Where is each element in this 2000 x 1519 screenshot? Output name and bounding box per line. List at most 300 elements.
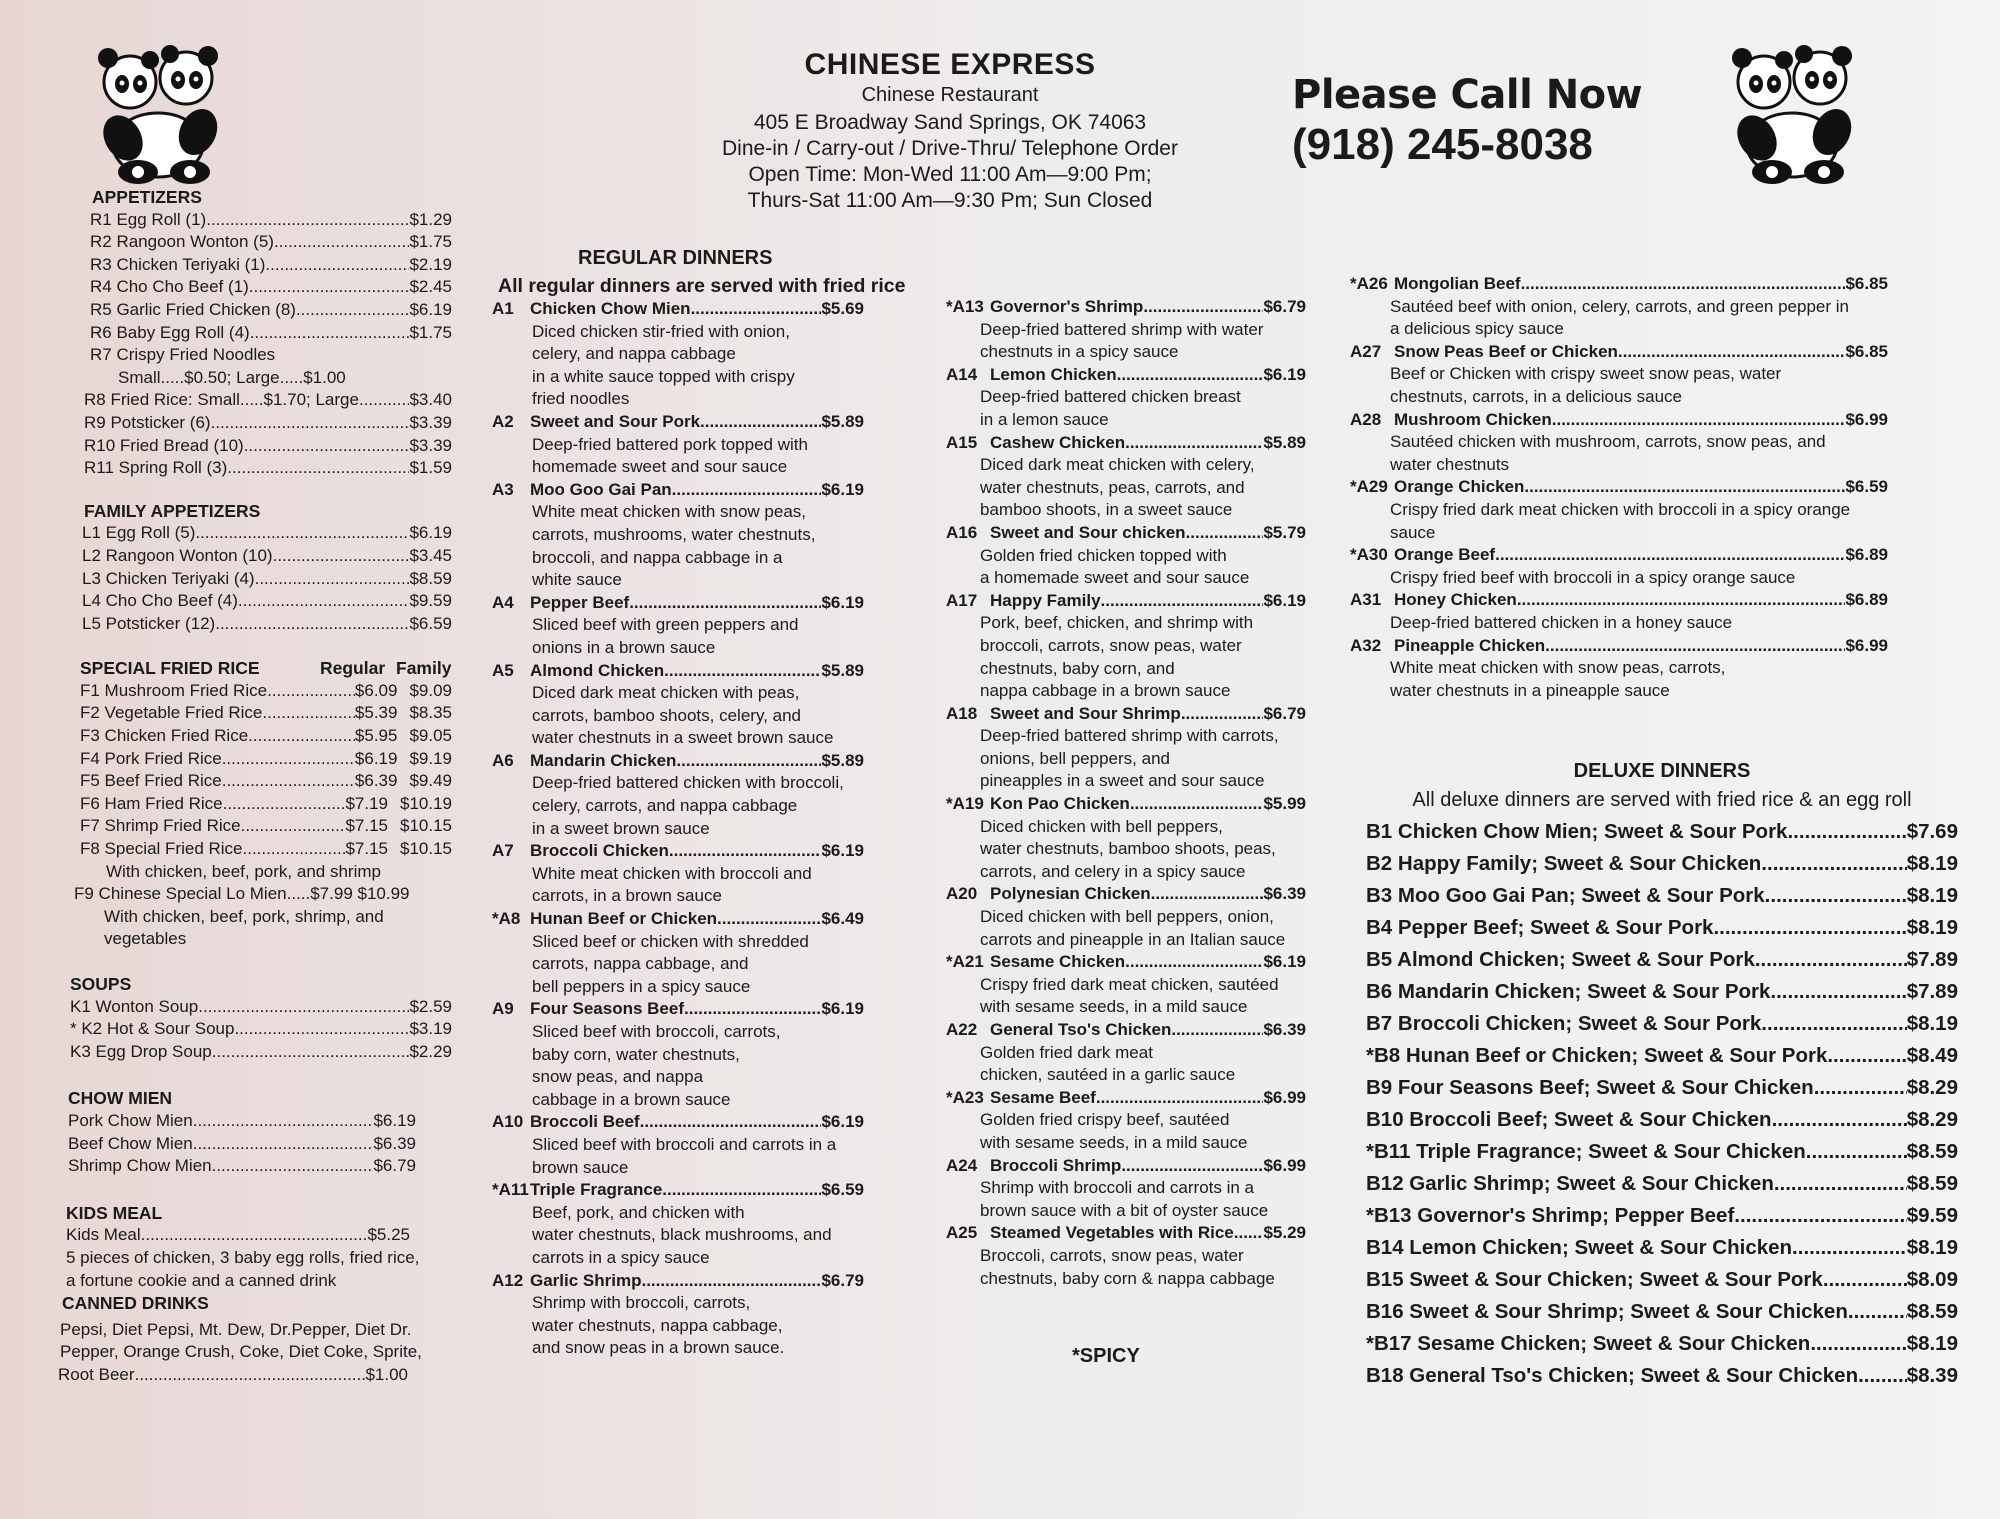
dinner-code: A32 <box>1350 635 1382 655</box>
item-price: $1.75 <box>409 322 452 342</box>
dinner-description: celery, and nappa cabbage <box>532 344 736 364</box>
deluxe-item <box>1366 912 1958 944</box>
dinner-item-header <box>492 298 864 321</box>
appetizers-title: APPETIZERS <box>92 187 202 207</box>
fried-rice-col-regular: Regular <box>320 658 386 679</box>
leader-dots <box>700 411 821 434</box>
item-price: $8.59 <box>409 568 452 588</box>
dinner-description: water chestnuts <box>1390 454 1510 474</box>
appetizer-item <box>90 322 452 345</box>
column-2 <box>492 298 864 1360</box>
fried-rice-family-price: $10.19 <box>400 793 452 813</box>
dinner-name: Garlic Shrimp <box>530 1270 642 1290</box>
dinner-item-header <box>946 951 1306 974</box>
dinner-item <box>946 364 1306 432</box>
dinner-item-header <box>492 1270 864 1293</box>
fried-rice-name-wrap <box>80 748 355 771</box>
deluxe-price: $8.19 <box>1906 1012 1958 1035</box>
dinner-price: $6.79 <box>821 1270 864 1290</box>
dinner-description: White meat chicken with broccoli and <box>532 863 812 883</box>
dinner-description: cabbage in a brown sauce <box>532 1089 731 1109</box>
appetizer-item <box>90 209 452 232</box>
leader-dots <box>238 590 410 613</box>
appetizer-item <box>84 435 452 458</box>
fried-rice-name-wrap <box>80 770 355 793</box>
dinner-code: *A21 <box>946 952 984 972</box>
dinner-item <box>1350 273 1888 341</box>
dinner-code: A27 <box>1350 341 1382 361</box>
leader-dots <box>1524 476 1845 499</box>
kids-meal-name: Kids Meal <box>66 1225 141 1245</box>
item-name: R5 Garlic Fried Chicken (8) <box>90 299 296 319</box>
leader-dots <box>1495 544 1845 567</box>
leader-dots <box>1806 1136 1907 1168</box>
dinner-item <box>946 883 1306 951</box>
dinner-description: chicken, sautéed in a garlic sauce <box>980 1065 1236 1085</box>
dinner-code: A20 <box>946 884 978 904</box>
dinner-price: $6.19 <box>1263 952 1306 972</box>
dinner-item <box>1350 589 1888 634</box>
fried-rice-name: F8 Special Fried Rice <box>80 839 243 859</box>
f8-desc: With chicken, beef, pork, and shrimp <box>106 861 381 881</box>
leader-dots <box>211 412 410 435</box>
dinner-item <box>946 522 1306 590</box>
restaurant-name: CHINESE EXPRESS <box>804 48 1096 81</box>
deluxe-name: B6 Mandarin Chicken; Sweet & Sour Pork <box>1366 980 1771 1003</box>
dinner-code: *A19 <box>946 794 984 814</box>
deluxe-price: $8.29 <box>1906 1076 1958 1099</box>
deluxe-item <box>1366 1136 1958 1168</box>
dinner-item-header <box>492 750 864 773</box>
leader-dots <box>273 545 410 568</box>
dinner-item-header <box>946 883 1306 906</box>
deluxe-item <box>1366 1200 1958 1232</box>
item-price: $3.19 <box>409 1019 452 1039</box>
dinner-price: $5.89 <box>1263 432 1306 452</box>
dinner-description: chestnuts, carrots, in a delicious sauce <box>1390 386 1682 406</box>
dinner-description: Golden fried chicken topped with <box>980 545 1227 565</box>
leader-dots <box>227 457 409 480</box>
item-name: L4 Cho Cho Beef (4) <box>82 591 238 611</box>
dinner-description: onions, bell peppers, and <box>980 748 1170 768</box>
dinner-description: water chestnuts, bamboo shoots, peas, <box>980 839 1276 859</box>
dinner-item <box>492 998 864 1111</box>
item-name: Beef Chow Mien <box>68 1133 193 1153</box>
kids-meal-price: $5.25 <box>367 1225 410 1245</box>
leader-dots <box>1858 1360 1907 1392</box>
item-name: K3 Egg Drop Soup <box>70 1041 212 1061</box>
dinner-item-header <box>946 1222 1306 1245</box>
soups-title: SOUPS <box>70 974 132 994</box>
fried-rice-col-family: Family <box>396 658 452 679</box>
leader-dots <box>1117 364 1264 387</box>
fried-rice-regular-price: $6.39 <box>354 771 398 791</box>
leader-dots <box>662 1179 821 1202</box>
dinner-price: $6.19 <box>821 592 864 612</box>
leader-dots <box>1121 1155 1263 1178</box>
leader-dots <box>1827 1040 1906 1072</box>
deluxe-item <box>1366 1328 1958 1360</box>
leader-dots <box>1234 1222 1264 1245</box>
deluxe-item <box>1366 1264 1958 1296</box>
dinner-price: $6.85 <box>1845 274 1888 293</box>
dinner-price: $6.79 <box>1263 297 1306 316</box>
soup-item <box>70 1018 452 1041</box>
dinner-description: Deep-fried battered shrimp with water <box>980 319 1264 339</box>
dinner-code: A12 <box>492 1270 524 1290</box>
item-name: R9 Potsticker (6) <box>84 412 211 432</box>
leader-dots <box>198 996 409 1019</box>
deluxe-price: $9.59 <box>1906 1204 1958 1227</box>
restaurant-hours-2: Thurs-Sat 11:00 Am—9:30 Pm; Sun Closed <box>747 189 1153 212</box>
leader-dots <box>141 1224 368 1247</box>
dinner-item-header <box>492 592 864 615</box>
deluxe-name: B4 Pepper Beef; Sweet & Sour Pork <box>1366 916 1714 939</box>
fried-rice-regular-price: $7.15 <box>345 839 388 859</box>
deluxe-item <box>1366 1104 1958 1136</box>
leader-dots <box>1848 1296 1907 1328</box>
dinner-name: Sesame Beef <box>990 1087 1096 1107</box>
dinner-description: Sautéed beef with onion, celery, carrots, and green pepper in <box>1390 296 1849 316</box>
appetizers-list-2 <box>80 389 452 479</box>
item-price: $3.39 <box>409 412 452 432</box>
fried-rice-regular-price: $7.15 <box>345 816 388 836</box>
dinner-item-header <box>492 1111 864 1134</box>
column-4 <box>1350 273 1888 702</box>
deluxe-price: $8.19 <box>1906 1236 1958 1259</box>
dinner-description: snow peas, and nappa <box>532 1067 704 1087</box>
dinner-description: Diced dark meat chicken with peas, <box>532 683 800 703</box>
restaurant-services: Dine-in / Carry-out / Drive-Thru/ Telephone Order <box>722 137 1178 160</box>
dinner-description: baby corn, water chestnuts, <box>532 1044 740 1064</box>
dinner-price: $6.89 <box>1845 545 1888 565</box>
dinner-description: water chestnuts, black mushrooms, and <box>532 1225 832 1245</box>
fried-rice-name: F2 Vegetable Fried Rice <box>80 703 263 723</box>
dinner-item-header <box>946 793 1306 816</box>
dinner-code: *A26 <box>1350 274 1388 293</box>
dinner-item <box>492 660 864 750</box>
dinner-price: $5.89 <box>821 411 864 431</box>
dinner-description: brown sauce with a bit of oyster sauce <box>980 1200 1269 1220</box>
phone-number: (918) 245-8038 <box>1292 120 1593 169</box>
deluxe-name: B3 Moo Goo Gai Pan; Sweet & Sour Pork <box>1366 884 1765 907</box>
deluxe-price: $8.09 <box>1906 1268 1958 1291</box>
chow-mien-item <box>68 1133 416 1156</box>
leader-dots <box>1125 432 1263 455</box>
dinner-code: *A13 <box>946 297 984 316</box>
dinner-price: $6.19 <box>1263 590 1306 610</box>
appetizer-item <box>90 299 452 322</box>
chow-mien-title: CHOW MIEN <box>68 1088 173 1109</box>
dinner-code: A16 <box>946 522 978 542</box>
leader-dots <box>244 435 410 458</box>
dinner-name: Broccoli Shrimp <box>990 1155 1122 1175</box>
panda-logo-left <box>78 40 248 190</box>
item-price: $6.19 <box>409 299 452 319</box>
item-price: $9.59 <box>409 591 452 611</box>
fried-rice-item <box>80 770 452 793</box>
fried-rice-item <box>80 748 452 771</box>
dinner-item <box>946 1019 1306 1087</box>
appetizer-item <box>90 276 452 299</box>
soup-item <box>70 996 452 1019</box>
dinner-name: Pepper Beef <box>530 592 630 612</box>
leader-dots <box>1125 951 1263 974</box>
leader-dots <box>1545 635 1845 658</box>
dinner-description: Sliced beef with green peppers and <box>532 615 799 635</box>
dinner-code: A5 <box>492 660 514 680</box>
dinner-item-header <box>1350 544 1888 567</box>
dinner-name: Orange Chicken <box>1394 477 1525 497</box>
dinner-description: broccoli, and nappa cabbage in a <box>532 547 783 567</box>
dinner-item <box>492 592 864 660</box>
deluxe-price: $8.29 <box>1906 1108 1958 1131</box>
deluxe-item <box>1366 880 1958 912</box>
dinner-code: *A23 <box>946 1087 984 1107</box>
drinks-item <box>58 1364 408 1387</box>
dinner-item-header <box>946 1155 1306 1178</box>
dinner-code: A3 <box>492 479 514 499</box>
dinner-code: A28 <box>1350 409 1382 429</box>
leader-dots <box>241 815 346 838</box>
dinner-item <box>1350 341 1888 409</box>
fried-rice-item <box>80 815 452 838</box>
dinner-item-header <box>946 432 1306 455</box>
leader-dots <box>193 1133 374 1156</box>
item-price: $3.40 <box>409 390 452 410</box>
dinner-code: A15 <box>946 432 978 452</box>
fried-rice-family-price: $9.19 <box>409 748 452 768</box>
restaurant-hours-1: Open Time: Mon-Wed 11:00 Am—9:00 Pm; <box>748 163 1152 186</box>
dinner-description: carrots in a spicy sauce <box>532 1247 710 1267</box>
panda-logo-right <box>1712 40 1882 190</box>
dinner-price: $5.79 <box>1263 522 1306 542</box>
dinner-item-header <box>492 479 864 502</box>
dinner-item-header <box>1350 273 1888 296</box>
item-name: K1 Wonton Soup <box>70 996 199 1016</box>
leader-dots <box>691 298 822 321</box>
dinner-item <box>1350 635 1888 703</box>
dinner-description: in a white sauce topped with crispy <box>532 366 795 386</box>
deluxe-item <box>1366 816 1958 848</box>
drinks-line-2: Pepper, Orange Crush, Coke, Diet Coke, Sprite, <box>60 1342 422 1362</box>
appetizer-item <box>84 457 452 480</box>
fried-rice-item <box>80 793 452 816</box>
soup-item <box>70 1041 452 1064</box>
dinner-code: A9 <box>492 999 514 1019</box>
dinner-description: Shrimp with broccoli and carrots in a <box>980 1178 1255 1198</box>
dinner-description: Beef, pork, and chicken with <box>532 1202 745 1222</box>
item-price: $3.39 <box>409 435 452 455</box>
dinner-item <box>1350 476 1888 544</box>
leader-dots <box>250 322 410 345</box>
dinner-description: Deep-fried battered shrimp with carrots, <box>980 726 1279 746</box>
leader-dots <box>1186 522 1264 545</box>
dinner-description: Deep-fried battered chicken with broccoli, <box>532 773 844 793</box>
fried-rice-list <box>80 680 452 861</box>
dinner-description: sauce <box>1390 522 1436 542</box>
dinner-name: Moo Goo Gai Pan <box>530 479 672 499</box>
deluxe-price: $8.39 <box>1906 1364 1958 1387</box>
leader-dots <box>1792 1232 1907 1264</box>
family-appetizer-item <box>82 590 452 613</box>
dinner-item <box>1350 544 1888 589</box>
dinner-description: Golden fried crispy beef, sautéed <box>980 1110 1230 1130</box>
dinner-price: $6.99 <box>1263 1087 1306 1107</box>
fried-rice-item <box>80 680 452 703</box>
item-name: R1 Egg Roll (1) <box>90 209 207 229</box>
item-name: L2 Rangoon Wonton (10) <box>82 545 273 565</box>
spicy-note: *SPICY <box>1072 1345 1140 1367</box>
family-appetizer-item <box>82 545 452 568</box>
item-name: R4 Cho Cho Beef (1) <box>90 277 249 297</box>
leader-dots <box>222 748 355 771</box>
dinner-description: broccoli, carrots, snow peas, water <box>980 635 1242 655</box>
item-price: $1.75 <box>409 232 452 252</box>
deluxe-price: $7.69 <box>1906 820 1958 843</box>
chow-mien-list <box>68 1110 416 1178</box>
item-name: R10 Fried Bread (10) <box>84 435 244 455</box>
dinner-description: Beef or Chicken with crispy sweet snow peas, water <box>1390 364 1782 384</box>
leader-dots <box>222 770 355 793</box>
fried-rice-family-price: $9.09 <box>409 680 452 700</box>
deluxe-name: B1 Chicken Chow Mien; Sweet & Sour Pork <box>1366 820 1788 843</box>
dinner-item-header <box>1350 635 1888 658</box>
deluxe-price: $8.19 <box>1906 884 1958 907</box>
family-appetizer-item <box>82 613 452 636</box>
dinner-name: Polynesian Chicken <box>990 884 1151 904</box>
deluxe-item <box>1366 976 1958 1008</box>
fried-rice-item <box>80 838 452 861</box>
item-price: $6.19 <box>373 1110 416 1130</box>
item-price: $2.45 <box>409 277 452 297</box>
kids-meal-item <box>66 1224 410 1247</box>
dinner-description: Pork, beef, chicken, and shrimp with <box>980 613 1254 633</box>
dinner-code: A14 <box>946 364 978 384</box>
deluxe-price: $8.19 <box>1906 1332 1958 1355</box>
dinner-price: $6.49 <box>821 909 864 929</box>
deluxe-item <box>1366 1008 1958 1040</box>
leader-dots <box>629 592 821 615</box>
deluxe-title: DELUXE DINNERS <box>1573 760 1751 782</box>
fried-rice-name: F1 Mushroom Fried Rice <box>80 680 268 700</box>
deluxe-item <box>1366 944 1958 976</box>
leader-dots <box>1171 1019 1263 1042</box>
item-price: $2.19 <box>409 254 452 274</box>
dinner-name: Sweet and Sour Shrimp <box>990 703 1181 723</box>
dinner-description: in a lemon sauce <box>980 409 1109 429</box>
leader-dots <box>212 1041 410 1064</box>
item-price: $6.19 <box>409 523 452 543</box>
dinner-price: $6.85 <box>1845 341 1888 361</box>
fried-rice-name: F6 Ham Fried Rice <box>80 793 223 813</box>
dinner-description: Golden fried dark meat <box>980 1042 1153 1062</box>
item-price: $6.79 <box>373 1156 416 1176</box>
appetizer-item <box>90 254 452 277</box>
drinks-item-price: $1.00 <box>365 1364 408 1384</box>
dinner-name: Four Seasons Beef <box>530 999 684 1019</box>
deluxe-name: *B13 Governor's Shrimp; Pepper Beef <box>1366 1204 1735 1227</box>
deluxe-name: B16 Sweet & Sour Shrimp; Sweet & Sour Chicken <box>1366 1300 1848 1323</box>
leader-dots <box>296 299 410 322</box>
column-3 <box>946 296 1306 1290</box>
leader-dots <box>684 998 821 1021</box>
dinner-description: pineapples in a sweet and sour sauce <box>980 771 1265 791</box>
deluxe-name: B5 Almond Chicken; Sweet & Sour Pork <box>1366 948 1755 971</box>
dinner-item <box>946 793 1306 883</box>
dinner-price: $6.89 <box>1845 590 1888 610</box>
leader-dots <box>640 1111 822 1134</box>
fried-rice-item <box>80 725 452 748</box>
dinner-item <box>946 590 1306 703</box>
fried-rice-regular-price: $6.09 <box>354 680 398 700</box>
f9-desc-2: vegetables <box>104 929 187 949</box>
leader-dots <box>267 680 355 703</box>
fried-rice-name-wrap <box>80 702 355 725</box>
deluxe-name: B18 General Tso's Chicken; Sweet & Sour Chicken <box>1366 1364 1859 1387</box>
dinner-description: a homemade sweet and sour sauce <box>980 568 1250 588</box>
deluxe-price: $8.59 <box>1906 1172 1958 1195</box>
deluxe-name: B12 Garlic Shrimp; Sweet & Sour Chicken <box>1366 1172 1774 1195</box>
deluxe-price: $8.19 <box>1906 916 1958 939</box>
leader-dots <box>1521 273 1846 296</box>
dinner-description: Broccoli, carrots, snow peas, water <box>980 1245 1244 1265</box>
deluxe-item <box>1366 1040 1958 1072</box>
dinner-description: bell peppers in a spicy sauce <box>532 976 751 996</box>
dinner-description: Diced dark meat chicken with celery, <box>980 455 1255 475</box>
dinner-description: water chestnuts in a sweet brown sauce <box>532 728 834 748</box>
dinner-price: $5.29 <box>1263 1223 1306 1243</box>
fried-rice-name-wrap <box>80 838 345 861</box>
restaurant-address: 405 E Broadway Sand Springs, OK 74063 <box>753 111 1147 134</box>
leader-dots <box>676 750 821 773</box>
dinner-code: A31 <box>1350 590 1382 610</box>
leader-dots <box>1101 590 1264 613</box>
fried-rice-header <box>80 657 452 680</box>
dinner-description: white sauce <box>532 570 622 590</box>
dinner-description: water chestnuts in a pineapple sauce <box>1390 680 1670 700</box>
r7-name: R7 Crispy Fried Noodles <box>90 345 276 365</box>
dinner-name: Triple Fragrance <box>530 1180 663 1200</box>
dinner-item <box>1350 409 1888 477</box>
dinner-name: General Tso's Chicken <box>990 1020 1172 1039</box>
dinner-item <box>492 840 864 908</box>
item-name: Shrimp Chow Mien <box>68 1156 212 1176</box>
deluxe-item <box>1366 1072 1958 1104</box>
dinner-description: Deep-fried battered pork topped with <box>532 434 808 454</box>
dinner-description: Sautéed chicken with mushroom, carrots, snow peas, and <box>1390 432 1826 452</box>
kids-meal-title: KIDS MEAL <box>66 1202 163 1223</box>
fried-rice-regular-price: $5.95 <box>354 726 398 746</box>
family-appetizers-list <box>80 522 452 635</box>
dinner-item-header <box>946 296 1306 319</box>
dinner-description: Deep-fried battered chicken in a honey sauce <box>1390 612 1733 632</box>
deluxe-list <box>1362 816 1958 1392</box>
restaurant-header <box>680 48 1220 213</box>
dinner-item <box>492 479 864 592</box>
dinner-name: Lemon Chicken <box>990 364 1117 384</box>
dinner-description: homemade sweet and sour sauce <box>532 457 788 477</box>
dinner-item <box>492 908 864 998</box>
dinner-description: carrots, in a brown sauce <box>532 886 722 906</box>
leader-dots <box>1810 1328 1906 1360</box>
dinner-item-header <box>946 590 1306 613</box>
item-name: L1 Egg Roll (5) <box>82 523 196 543</box>
dinner-price: $6.19 <box>1263 364 1306 384</box>
leader-dots <box>1151 883 1264 906</box>
dinner-price: $6.99 <box>1845 409 1888 429</box>
dinner-description: Sliced beef or chicken with shredded <box>532 931 809 951</box>
